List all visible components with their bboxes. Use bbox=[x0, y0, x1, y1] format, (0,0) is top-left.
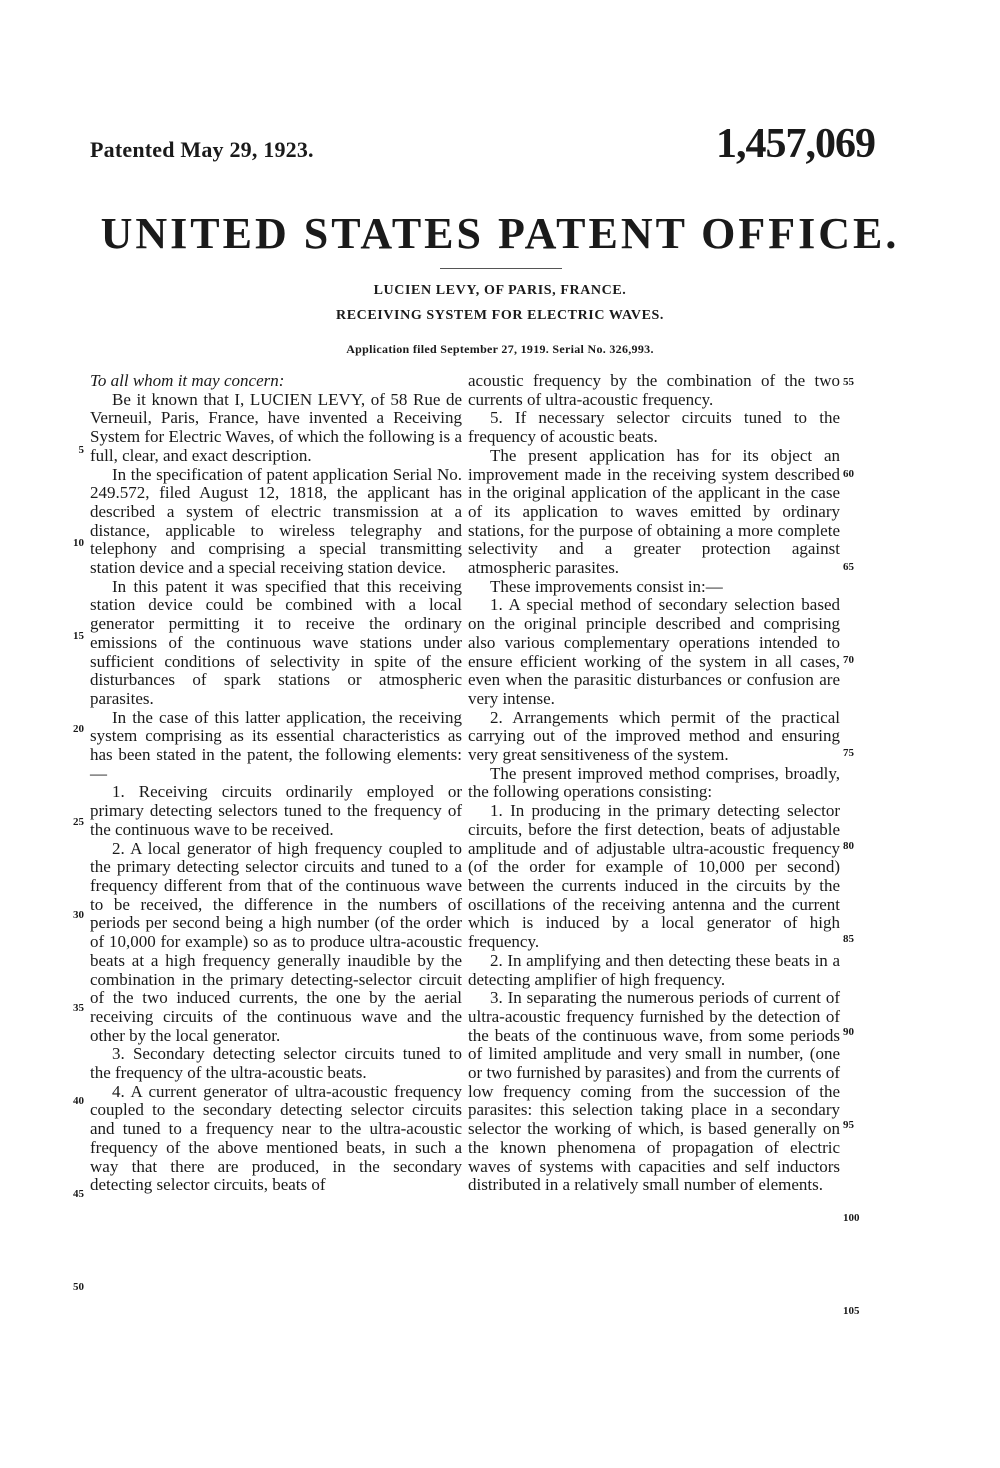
line-number: 85 bbox=[843, 933, 854, 945]
paragraph: These improvements consist in:— bbox=[490, 576, 723, 596]
line-number: 90 bbox=[843, 1026, 854, 1038]
line-number: 20 bbox=[73, 723, 84, 735]
line-number: 100 bbox=[843, 1212, 860, 1224]
heading-rule bbox=[440, 268, 562, 269]
invention-title: RECEIVING SYSTEM FOR ELECTRIC WAVES. bbox=[336, 308, 664, 323]
line-number: 55 bbox=[843, 376, 854, 388]
paragraph: 2. Arrangements which permit of the practical carrying out of the improved method and ensuring very great sensitiveness of the system. bbox=[468, 707, 840, 765]
paragraph: The present improved method comprises, broadly, the following operations consisting: bbox=[468, 763, 840, 802]
paragraph: The present application has for its object an improvement made in the receiving system described in the original application of the applicant in the case of its application to waves emitted by ordinary stations, for the purpose of obtaining a more complete selectivity and a greater protection against atmospheric parasites. bbox=[468, 445, 840, 578]
line-number: 5 bbox=[78, 444, 84, 456]
paragraph: 2. A local generator of high frequency coupled to the primary detecting selector circuits and tuned to a frequency different from that of the continuous wave to be received, the difference in the numbers of periods per second being a high number (of the order of 10,000 for example) so as to produce ultra-acoustic beats at a high frequency generally inaudible by the combination in the primary detecting-selector circuit of the two induced currents, the one by the aerial receiving circuits of the continuous wave and the other by the local generator. bbox=[90, 838, 462, 1045]
right-column bbox=[468, 372, 840, 1195]
office-heading: UNITED STATES PATENT OFFICE. bbox=[100, 209, 900, 258]
paragraph: 3. In separating the numerous periods of current of ultra-acoustic frequency furnished by the detection of the beats of the continuous wave, from some periods of limited amplitude and very small in number, (one or two furnished by parasites) and from the currents of low frequency coming from the succession of the parasites: this selection taking place in a secondary selector the working of which, is based generally on the known phenomena of propagation of electric waves of systems with capacities and self inductors distributed in a relatively small number of elements. bbox=[468, 988, 840, 1195]
line-number: 40 bbox=[73, 1095, 84, 1107]
paragraph: 1. Receiving circuits ordinarily employed or primary detecting selectors tuned to the frequency of the continuous wave to be received. bbox=[90, 782, 462, 839]
paragraph: 1. In producing in the primary detecting selector circuits, before the first detection, beats of adjustable amplitude and of adjustable ultra-acoustic frequency (of the order for example of 10,000 per second) between the currents induced in the circuits by the oscillations of the receiving antenna and the current which is induced by a local generator of high frequency. bbox=[468, 801, 840, 952]
paragraph: In this patent it was specified that this receiving station device could be combined with a local generator permitting it to receive the ordinary emissions of the continuous wave stations under sufficient conditions of selectivity in spite of the disturbances of spark stations or atmospheric parasites. bbox=[90, 576, 462, 708]
line-number: 45 bbox=[73, 1188, 84, 1200]
line-number: 95 bbox=[843, 1119, 854, 1131]
line-number: 80 bbox=[843, 840, 854, 852]
line-number: 105 bbox=[843, 1305, 860, 1317]
line-number: 35 bbox=[73, 1002, 84, 1014]
application-line: Application filed September 27, 1919. Serial No. 326,993. bbox=[346, 342, 654, 356]
inventor-line: LUCIEN LEVY, OF PARIS, FRANCE. bbox=[373, 283, 627, 298]
line-number: 25 bbox=[73, 816, 84, 828]
paragraph: Be it known that I, LUCIEN LEVY, of 58 Rue de Verneuil, Paris, France, have invented a Receiving System for Electric Waves, of which the following is a full, clear, and exact description. bbox=[90, 389, 462, 465]
line-number: 50 bbox=[73, 1281, 84, 1293]
patented-date: Patented May 29, 1923. bbox=[90, 137, 314, 162]
paragraph: 3. Secondary detecting selector circuits tuned to the frequency of the ultra-acoustic beats. bbox=[90, 1044, 462, 1083]
line-number: 15 bbox=[73, 630, 84, 642]
line-number: 10 bbox=[73, 537, 84, 549]
line-number: 65 bbox=[843, 561, 854, 573]
paragraph: 1. A special method of secondary selection based on the original principle described and comprising also various complementary operations intended to ensure efficient working of the system in all cases, even when the parasitic disturbances or confusion are very intense. bbox=[468, 595, 840, 708]
paragraph: In the case of this latter application, the receiving system comprising as its essential characteristics as has been stated in the patent, the following elements:— bbox=[90, 707, 462, 783]
paragraph: In the specification of patent application Serial No. 249.572, filed August 12, 1818, the applicant has described a system of electric transmission at a distance, applicable to wireless telegraphy and telephony and comprising a special transmitting station device and a special receiving station device. bbox=[90, 464, 462, 578]
paragraph: 5. If necessary selector circuits tuned to the frequency of acoustic beats. bbox=[468, 408, 840, 447]
paragraph: 4. A current generator of ultra-acoustic frequency coupled to the secondary detecting selector circuits and tuned to a frequency near to the ultra-acoustic frequency of the above mentioned beats, in such a way that there are produced, in the secondary detecting selector circuits, beats of bbox=[90, 1081, 462, 1195]
patent-number: 1,457,069 bbox=[716, 121, 875, 167]
line-number: 70 bbox=[843, 654, 854, 666]
line-number: 75 bbox=[843, 747, 854, 759]
line-number: 60 bbox=[843, 468, 854, 480]
salutation: To all whom it may concern: bbox=[90, 371, 285, 390]
paragraph: acoustic frequency by the combination of the two currents of ultra-acoustic frequency. bbox=[468, 371, 840, 409]
left-column bbox=[90, 372, 462, 1195]
paragraph: 2. In amplifying and then detecting these beats in a detecting amplifier of high frequency. bbox=[468, 950, 840, 989]
line-number: 30 bbox=[73, 909, 84, 921]
